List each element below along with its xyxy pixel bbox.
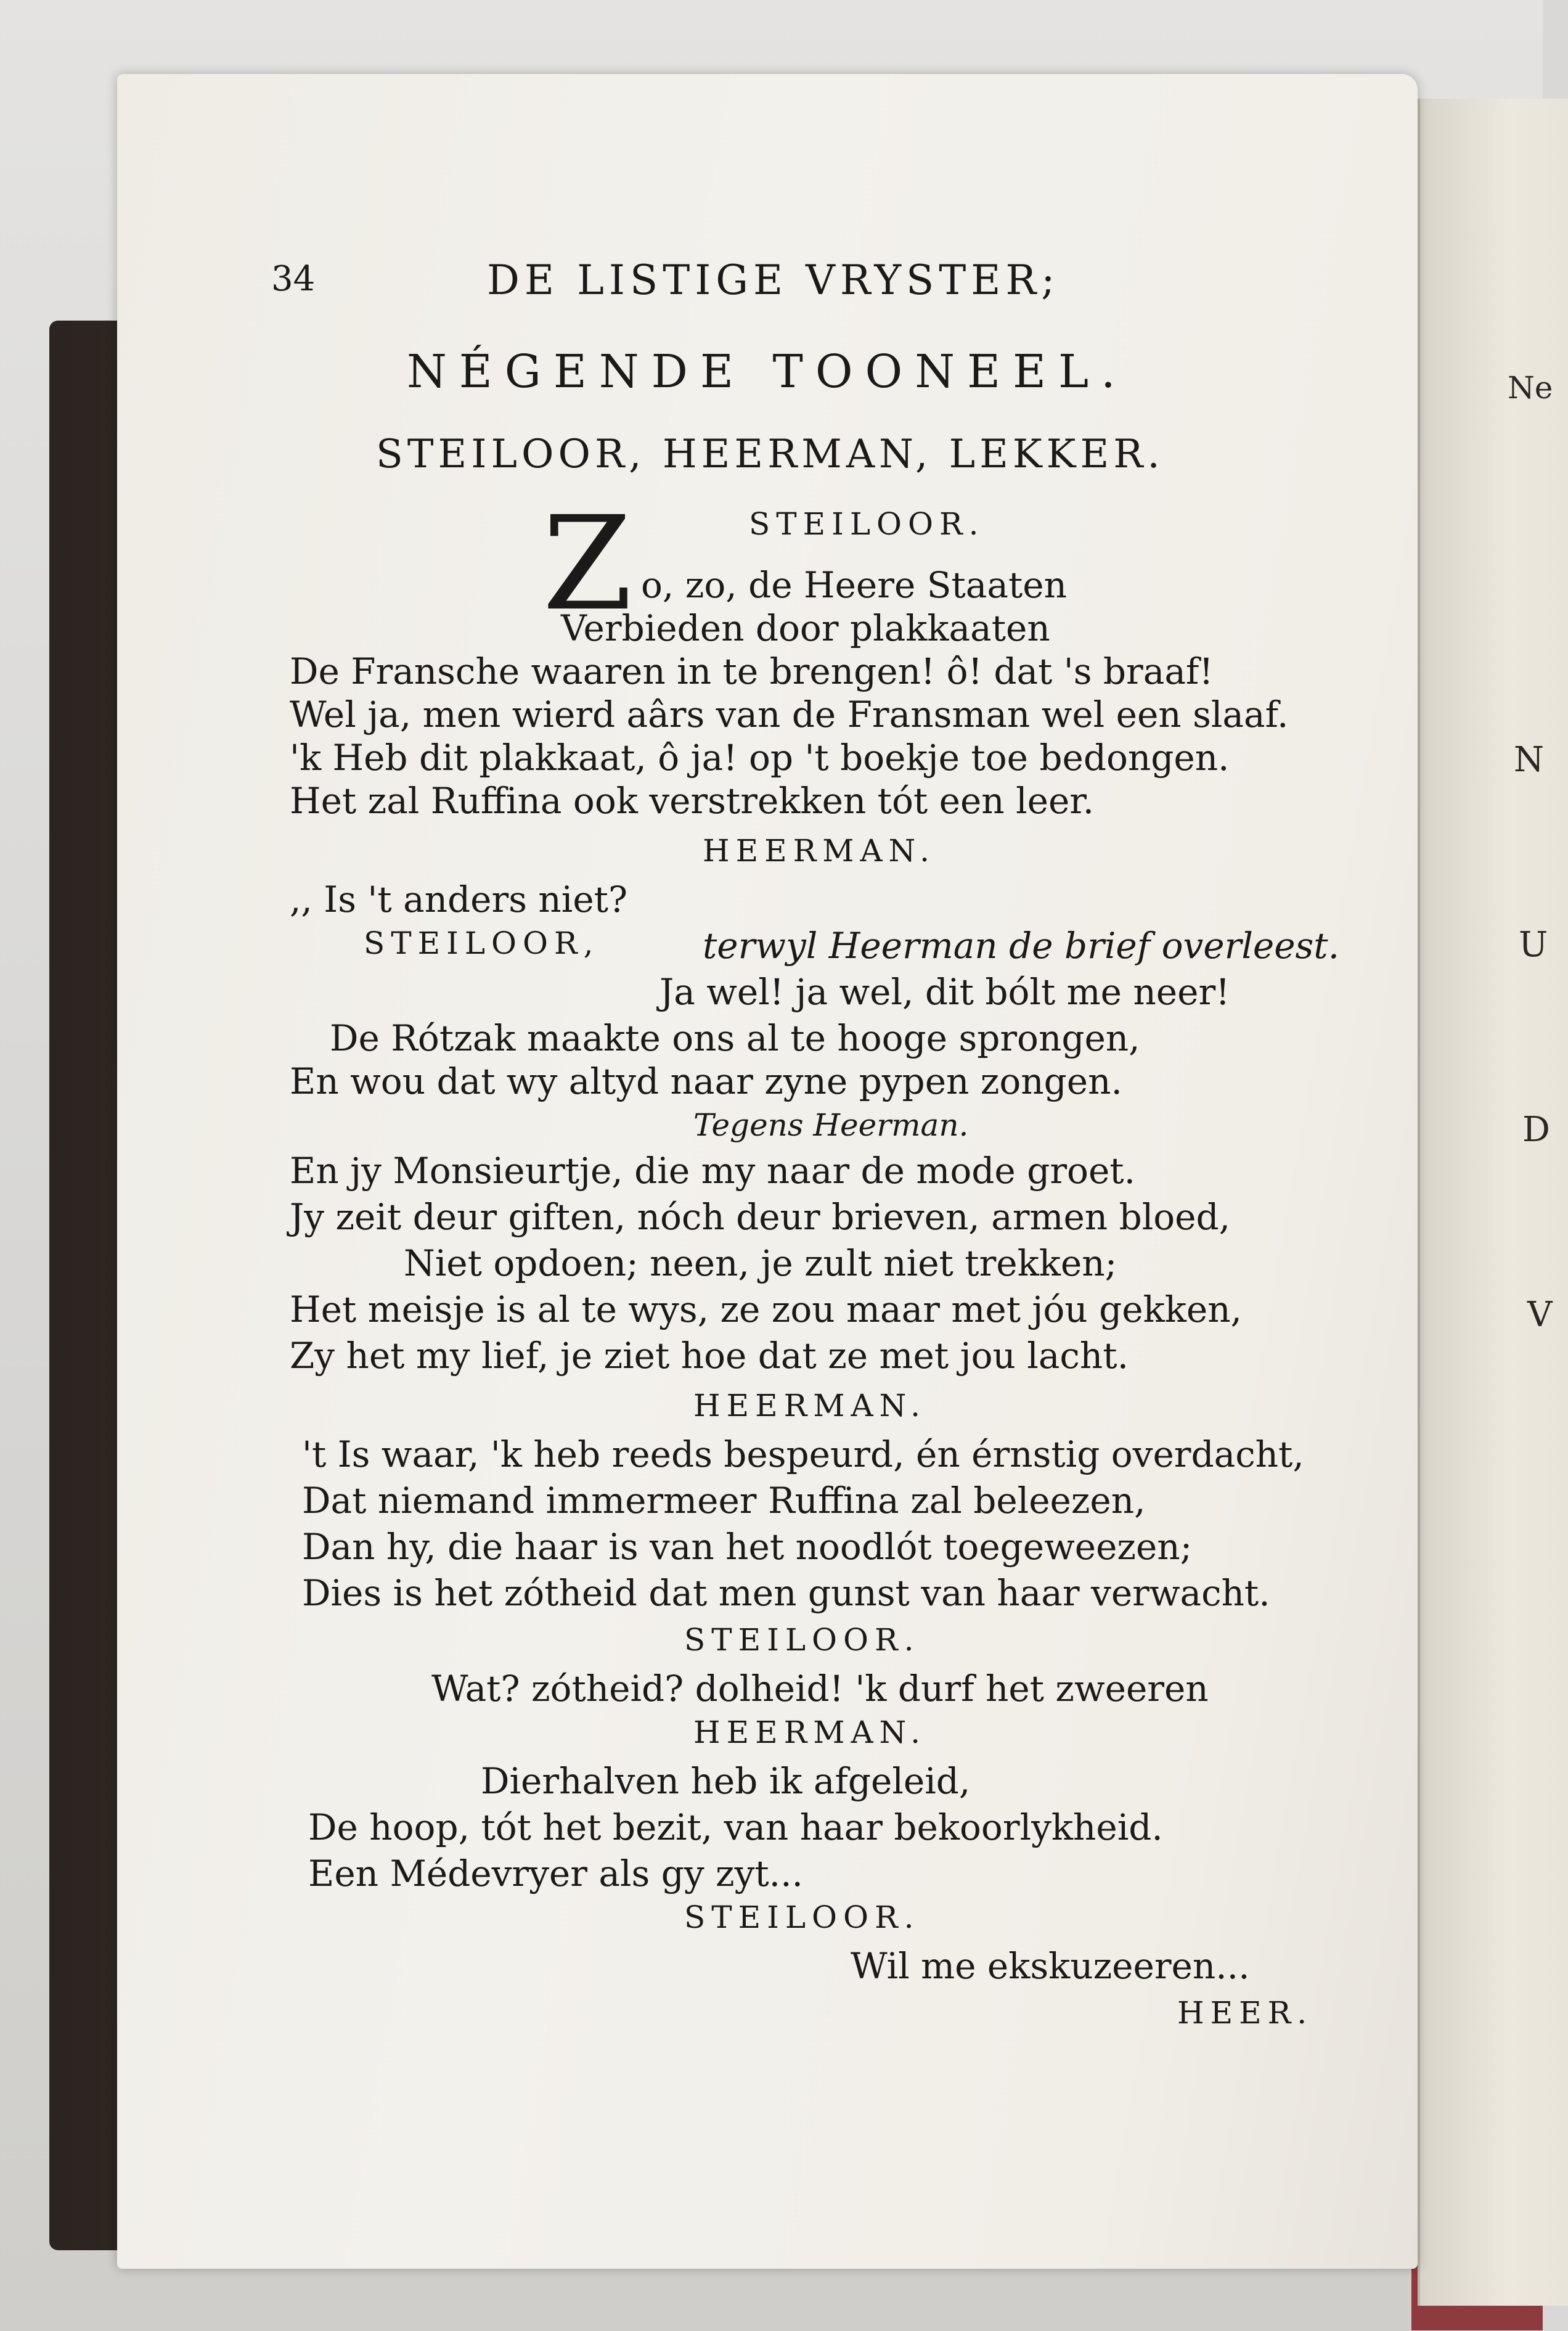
verse-line: Wel ja, men wierd aârs van de Fransman wel een slaaf. bbox=[290, 694, 1289, 735]
verse-line: ,, Is 't anders niet? bbox=[290, 879, 628, 920]
verse-line: De hoop, tót het bezit, van haar bekoorlykheid. bbox=[308, 1806, 1163, 1848]
verse-line: En wou dat wy altyd naar zyne pypen zongen. bbox=[290, 1060, 1122, 1102]
speaker-heading: STEILOOR. bbox=[684, 1622, 920, 1658]
verse-line: Dierhalven heb ik afgeleid, bbox=[481, 1760, 971, 1802]
book-page bbox=[117, 74, 1418, 2269]
verse-line: o, zo, de Heere Staaten bbox=[641, 564, 1067, 606]
running-head: DE LISTIGE VRYSTER; bbox=[487, 256, 1060, 304]
right-page-glyph: Ne bbox=[1508, 370, 1553, 406]
right-page-glyph: D bbox=[1522, 1110, 1550, 1150]
stage-direction: Tegens Heerman. bbox=[693, 1107, 969, 1143]
speaker-heading: HEERMAN. bbox=[693, 1388, 926, 1424]
verse-line: 'k Heb dit plakkaat, ô ja! op 't boekje toe bedongen. bbox=[290, 737, 1230, 779]
verse-line: Het zal Ruffina ook verstrekken tót een leer. bbox=[290, 780, 1095, 822]
page-number: 34 bbox=[271, 259, 316, 299]
catchword: HEER. bbox=[1177, 1995, 1313, 2031]
verse-line: Niet opdoen; neen, je zult niet trekken; bbox=[404, 1242, 1117, 1284]
right-page-glyph: U bbox=[1519, 925, 1548, 965]
speaker-heading: STEILOOR. bbox=[749, 506, 985, 542]
verse-line: Dat niemand immermeer Ruffina zal beleezen, bbox=[302, 1480, 1146, 1522]
cast-list: STEILOOR, HEERMAN, LEKKER. bbox=[376, 432, 1164, 477]
verse-line: Verbieden door plakkaaten bbox=[561, 607, 1050, 649]
page-text bbox=[117, 74, 1418, 2269]
right-page-glyph: N bbox=[1514, 740, 1544, 780]
verse-line: Zy het my lief, je ziet hoe dat ze met jou lacht. bbox=[290, 1335, 1129, 1377]
speaker-heading: STEILOOR. bbox=[684, 1899, 920, 1935]
verse-line: Ja wel! ja wel, dit bólt me neer! bbox=[659, 971, 1230, 1013]
stage-direction: terwyl Heerman de brief overleest. bbox=[703, 925, 1340, 967]
verse-line: Wat? zótheid? dolheid! 'k durf het zweeren bbox=[431, 1668, 1209, 1710]
speaker-heading: STEILOOR, bbox=[364, 925, 600, 961]
verse-line: Dies is het zótheid dat men gunst van haar verwacht. bbox=[302, 1572, 1270, 1614]
verse-line: Het meisje is al te wys, ze zou maar met jóu gekken, bbox=[290, 1288, 1242, 1330]
speaker-heading: HEERMAN. bbox=[703, 833, 936, 869]
right-page-glyph: V bbox=[1527, 1295, 1553, 1335]
verse-line: Een Médevryer als gy zyt... bbox=[308, 1853, 803, 1895]
verse-line: Dan hy, die haar is van het noodlót toegeweezen; bbox=[302, 1526, 1193, 1568]
verse-line: De Fransche waaren in te brengen! ô! dat 's braaf! bbox=[290, 650, 1214, 692]
verse-line: Jy zeit deur giften, nóch deur brieven, armen bloed, bbox=[290, 1196, 1231, 1238]
scene-title: NÉGENDE TOONEEL. bbox=[407, 345, 1128, 398]
verse-line: Wil me ekskuzeeren... bbox=[851, 1945, 1250, 1987]
speaker-heading: HEERMAN. bbox=[693, 1714, 926, 1750]
drop-cap: Z bbox=[542, 488, 632, 639]
right-page-edge bbox=[1418, 99, 1568, 2306]
verse-line: De Rótzak maakte ons al te hooge sprongen, bbox=[330, 1017, 1140, 1059]
verse-line: En jy Monsieurtje, die my naar de mode groet. bbox=[290, 1150, 1136, 1192]
verse-line: 't Is waar, 'k heb reeds bespeurd, én érnstig overdacht, bbox=[302, 1433, 1304, 1475]
